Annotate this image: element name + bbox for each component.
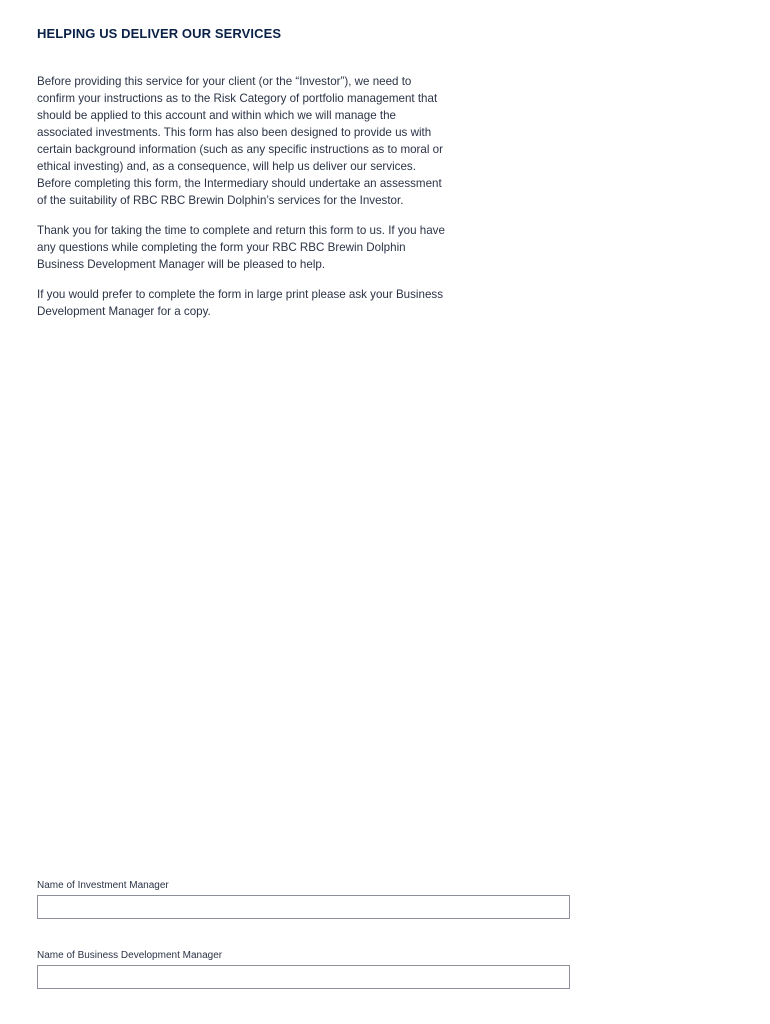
intro-paragraph: Before providing this service for your client (or the “Investor”), we need to confirm your instructions as to the Risk Category of portfolio management that should be applied to this account and within which we will manage the associated investments. This form has also been designed to provide us with certain background information (such as any specific instructions as to moral or ethical investing) and, as a consequence, will help us deliver our services. Before completing this form, the Intermediary should undertake an assessment of the suitability of RBC RBC Brewin Dolphin’s services for the Investor. <box>37 75 443 207</box>
investment-manager-label: Name of Investment Manager <box>37 880 169 891</box>
business-development-manager-input[interactable] <box>37 965 570 989</box>
intro-paragraph: If you would prefer to complete the form in large print please ask your Business Development Manager for a copy. <box>37 288 443 318</box>
investment-manager-input[interactable] <box>37 895 570 919</box>
business-development-manager-label: Name of Business Development Manager <box>37 950 223 961</box>
intro-paragraph: Thank you for taking the time to complete and return this form to us. If you have any questions while completing the form your RBC RBC Brewin Dolphin Business Development Manager will be pleased to help. <box>37 224 445 271</box>
intro-text <box>37 73 447 333</box>
page-title: HELPING US DELIVER OUR SERVICES <box>37 26 282 41</box>
